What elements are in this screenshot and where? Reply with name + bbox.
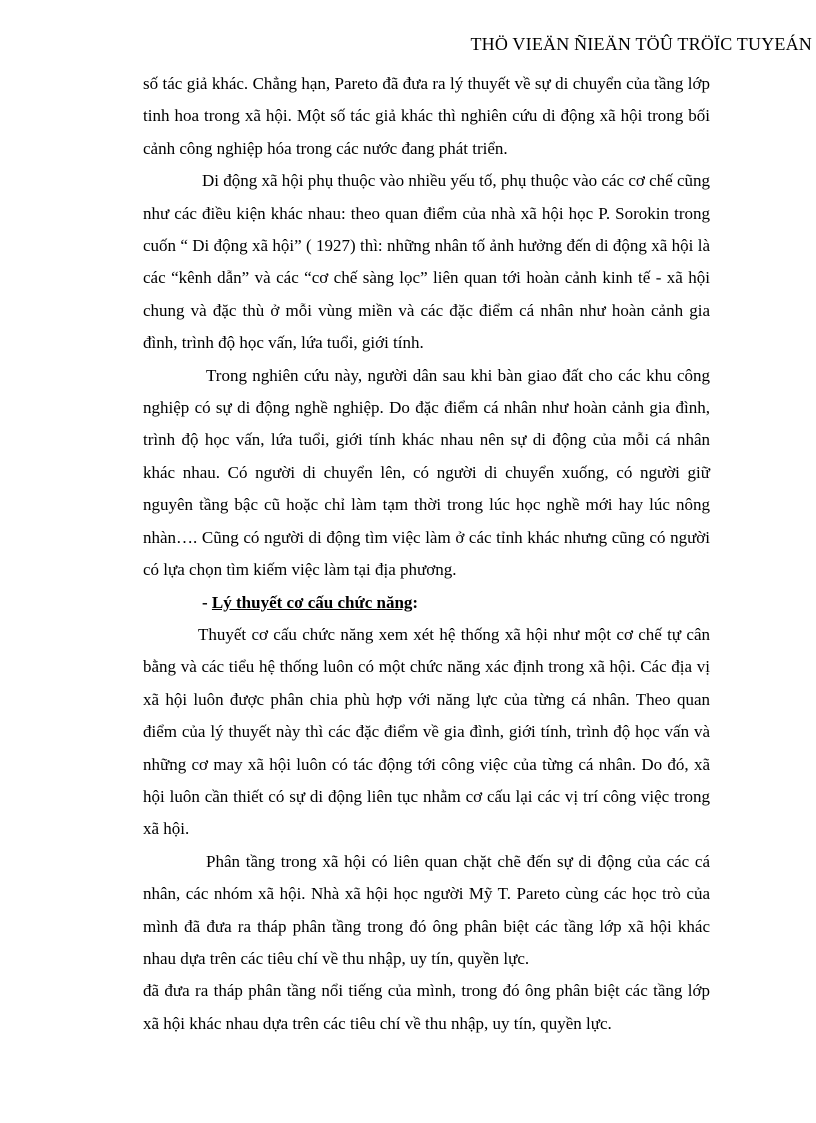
- paragraph-3: Trong nghiên cứu này, người dân sau khi bàn giao đất cho các khu công nghiệp có sự di động nghề nghiệp. Do đặc điểm cá nhân như hoàn cảnh gia đình, trình độ học vấn, lứa tuổi, giới tính khác nhau nên sự di động của mỗi cá nhân khác nhau. Có người di chuyển lên, có người di chuyển xuống, có người giữ nguyên tầng bậc cũ hoặc chỉ làm tạm thời trong lúc học nghề mới hay lúc nông nhàn…. Cũng có người di động tìm việc làm ở các tỉnh khác nhưng cũng có người có lựa chọn tìm kiếm việc làm tại địa phương.: [143, 365, 710, 580]
- section-heading: [143, 587, 710, 619]
- section-heading-prefix: -: [202, 592, 212, 612]
- paragraph-6: đã đưa ra tháp phân tầng nổi tiếng của mình, trong đó ông phân biệt các tầng lớp xã hội khác nhau dựa trên các tiêu chí về thu nhập, uy tín, quyền lực.: [143, 981, 710, 1033]
- paragraph-1: số tác giả khác. Chẳng hạn, Pareto đã đưa ra lý thuyết về sự di chuyển của tầng lớp tinh hoa trong xã hội. Một số tác giả khác thì nghiên cứu di động xã hội trong bối cảnh công nghiệp hóa trong các nước đang phát triển.: [143, 74, 710, 158]
- page-header: THÖ VIEÄN ÑIEÄN TÖÛ TRÖÏC TUYEÁN: [470, 34, 812, 54]
- paragraph-4: Thuyết cơ cấu chức năng xem xét hệ thống xã hội như một cơ chế tự cân bằng và các tiểu hệ thống luôn có một chức năng xác định trong xã hội. Các địa vị xã hội luôn được phân chia phù hợp với năng lực của từng cá nhân. Theo quan điểm của lý thuyết này thì các đặc điểm về gia đình, giới tính, trình độ học vấn và những cơ may xã hội luôn có tác động tới công việc của từng cá nhân. Do đó, xã hội luôn cần thiết có sự di động liên tục nhằm cơ cấu lại các vị trí công việc trong xã hội.: [143, 624, 710, 839]
- paragraph-5: Phân tầng trong xã hội có liên quan chặt chẽ đến sự di động của các cá nhân, các nhóm xã hội. Nhà xã hội học người Mỹ T. Pareto cùng các học trò của mình đã đưa ra tháp phân tầng trong đó ông phân biệt các tầng lớp xã hội khác nhau dựa trên các tiêu chí về thu nhập, uy tín, quyền lực.: [143, 851, 710, 968]
- document-body: [143, 68, 710, 1040]
- paragraph-2: Di động xã hội phụ thuộc vào nhiều yếu tố, phụ thuộc vào các cơ chế cũng như các điều kiện khác nhau: theo quan điểm của nhà xã hội học P. Sorokin trong cuốn “ Di động xã hội” ( 1927) thì: những nhân tố ảnh hưởng đến di động xã hội là các “kênh dẫn” và các “cơ chế sàng lọc” liên quan tới hoàn cảnh kinh tế - xã hội chung và đặc thù ở mỗi vùng miền và các đặc điểm cá nhân như hoàn cảnh gia đình, trình độ học vấn, lứa tuổi, giới tính.: [143, 171, 710, 353]
- section-heading-suffix: :: [412, 592, 419, 612]
- section-heading-title: Lý thuyết cơ cấu chức năng: [211, 592, 413, 612]
